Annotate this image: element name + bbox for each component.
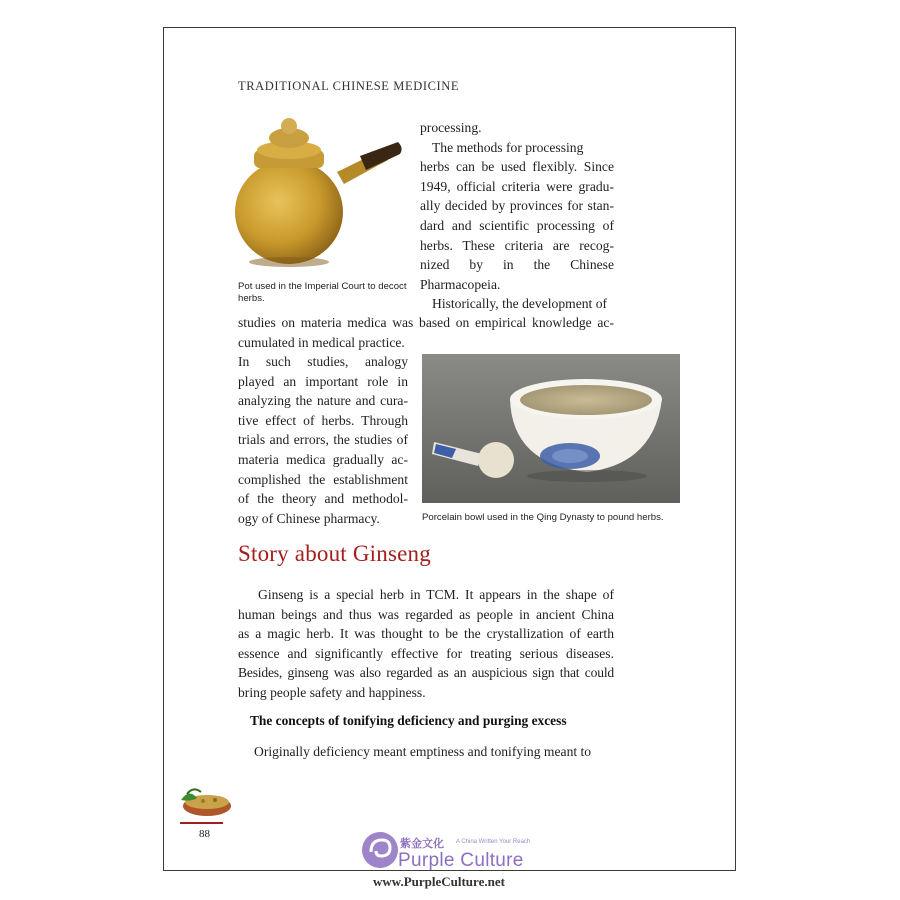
text-line: ogy of Chinese pharmacy.: [238, 510, 380, 526]
last-line: Originally deficiency meant emptiness and tonifying meant to: [254, 744, 592, 759]
text-line: essence and significantly effective for treating serious diseases.: [238, 645, 614, 661]
text-line: The methods for processing: [432, 139, 584, 155]
text-line: In such studies, analogy: [238, 354, 408, 369]
text-line: analyzing the nature and cura-: [238, 393, 408, 409]
text-line: trials and errors, the studies of: [238, 432, 408, 448]
full-width-text: [238, 313, 614, 352]
text-line: studies on materia medica was based on empirical knowledge ac-: [238, 315, 614, 330]
page-number-rule: [180, 822, 223, 824]
watermark-url: www.PurpleCulture.net: [373, 874, 505, 889]
text-line: herbs can be used flexibly. Since: [420, 159, 614, 175]
text-line: ally decided by provinces for stan-: [420, 198, 614, 214]
text-line: as a magic herb. It was thought to be the crystallization of earth: [238, 626, 614, 642]
top-right-column: [420, 118, 614, 314]
watermark-brand: Purple Culture: [398, 850, 524, 871]
text-line: human beings and thus was regarded as people in ancient China: [238, 606, 614, 622]
text-line: cumulated in medical practice.: [238, 334, 405, 350]
text-line: nized by in the Chinese: [420, 257, 614, 273]
ginseng-paragraph: [238, 585, 614, 703]
text-line: materia medica gradually ac-: [238, 451, 408, 467]
text-line: dard and scientific processing of: [420, 217, 614, 233]
text-line: complished the establishment: [238, 471, 408, 487]
running-header: TRADITIONAL CHINESE MEDICINE: [238, 79, 460, 93]
left-column: [238, 352, 408, 528]
page-number: 88: [199, 828, 210, 840]
bowl-caption: Porcelain bowl used in the Qing Dynasty to pound herbs.: [422, 512, 664, 523]
section-heading: Story about Ginseng: [238, 541, 431, 566]
pot-caption: Pot used in the Imperial Court to decoct herbs.: [238, 281, 407, 304]
text-line: 1949, official criteria were gradu-: [420, 178, 614, 194]
text-line: tive effect of herbs. Through: [238, 412, 408, 428]
text-line: played an important role in: [238, 373, 408, 389]
pot-image: [232, 112, 407, 277]
herb-bowl-icon: [177, 786, 235, 820]
text-line: Historically, the development of: [432, 296, 608, 312]
text-line: Besides, ginseng was also regarded as an auspicious sign that could: [238, 665, 614, 681]
watermark-tagline: A China Written Your Reach: [456, 839, 531, 845]
text-line: Ginseng is a special herb in TCM. It appears in the shape of: [258, 587, 614, 602]
text-line: processing.: [420, 120, 482, 135]
watermark-chinese: 紫金文化: [400, 838, 444, 850]
text-line: bring people safety and happiness.: [238, 684, 426, 700]
bowl-image: [422, 354, 680, 503]
subheading: The concepts of tonifying deficiency and purging excess: [250, 713, 567, 728]
text-line: herbs. These criteria are recog-: [420, 237, 614, 253]
text-line: Pharmacopeia.: [420, 276, 501, 292]
text-line: of the theory and methodol-: [238, 491, 408, 507]
purple-culture-logo-icon: [360, 830, 400, 870]
